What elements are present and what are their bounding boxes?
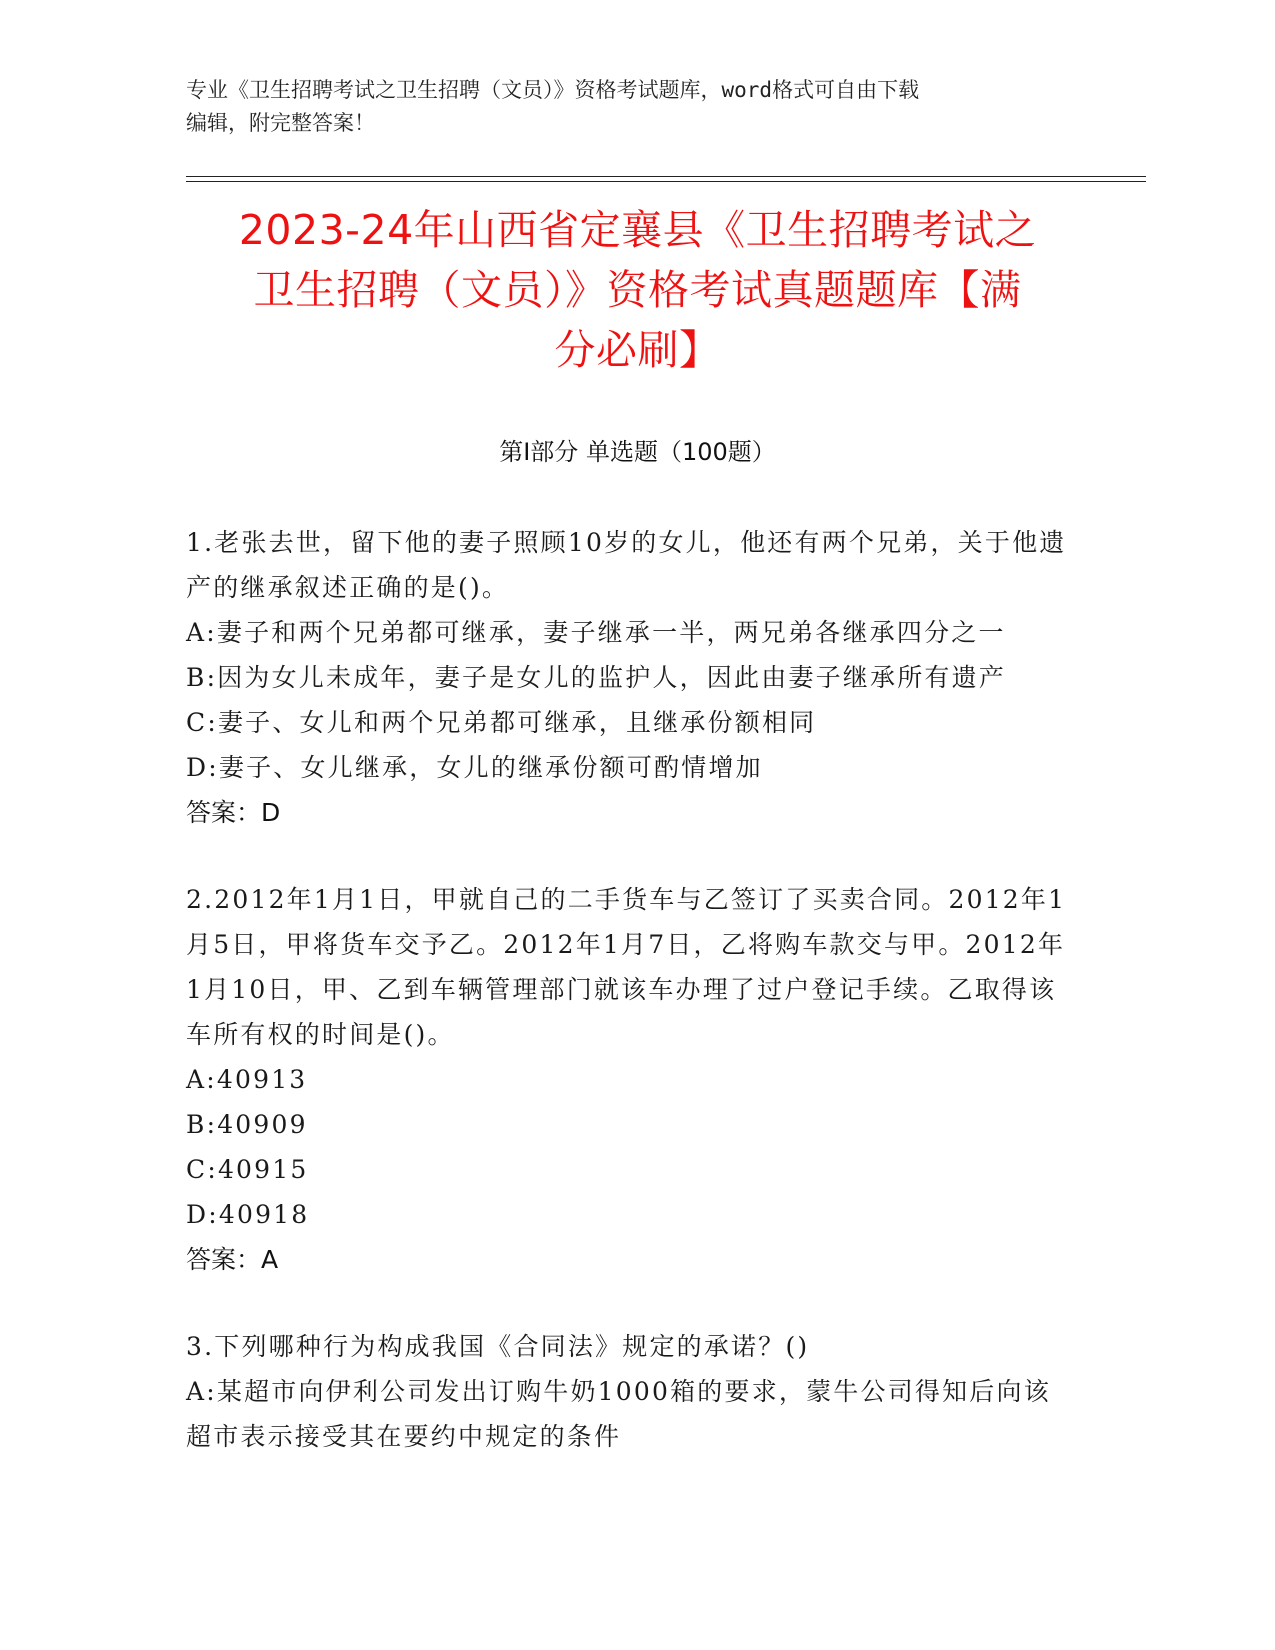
- title-line-3: 分必刷】: [554, 326, 721, 374]
- question-stem: 2.2012年1月1日，甲就自己的二手货车与乙签订了买卖合同。2012年1月5日，甲将货车交予乙。2012年1月7日，乙将购车款交与甲。2012年1月10日，甲、乙到车辆管理部门就该车办理了过户登记手续。乙取得该车所有权的时间是()。: [186, 885, 1067, 1049]
- document-title: [186, 200, 1089, 380]
- header-line-2: 编辑，附完整答案！: [186, 111, 375, 135]
- option-b: B:因为女儿未成年，妻子是女儿的监护人，因此由妻子继承所有遗产: [186, 663, 1006, 692]
- option-b: B:40909: [186, 1110, 308, 1139]
- header-divider-top: [186, 176, 1146, 177]
- question-2: [186, 877, 1076, 1282]
- question-3: [186, 1324, 1076, 1459]
- section-title: 第Ⅰ部分 单选题（100题）: [499, 438, 776, 466]
- header-divider-bottom: [186, 181, 1146, 182]
- question-1: [186, 520, 1076, 835]
- answer: 答案：D: [186, 798, 281, 827]
- title-line-1: 2023-24年山西省定襄县《卫生招聘考试之: [238, 206, 1037, 254]
- header-line-1: 专业《卫生招聘考试之卫生招聘（文员）》资格考试题库，word格式可自由下载: [186, 78, 920, 102]
- option-c: C:妻子、女儿和两个兄弟都可继承，且继承份额相同: [186, 708, 817, 737]
- title-line-2: 卫生招聘（文员）》资格考试真题题库【满: [253, 266, 1022, 314]
- question-stem: 1.老张去世，留下他的妻子照顾10岁的女儿，他还有两个兄弟，关于他遗产的继承叙述正确的是()。: [186, 528, 1067, 602]
- question-stem: 3.下列哪种行为构成我国《合同法》规定的承诺？(): [186, 1332, 810, 1361]
- option-a: A:妻子和两个兄弟都可继承，妻子继承一半，两兄弟各继承四分之一: [186, 618, 1006, 647]
- question-list: [186, 520, 1076, 1501]
- page-header: [186, 74, 1066, 140]
- answer: 答案：A: [186, 1245, 279, 1274]
- option-d: D:40918: [186, 1200, 310, 1229]
- option-a: A:40913: [186, 1065, 308, 1094]
- option-a: A:某超市向伊利公司发出订购牛奶1000箱的要求，蒙牛公司得知后向该超市表示接受其在要约中规定的条件: [186, 1377, 1051, 1451]
- option-d: D:妻子、女儿继承，女儿的继承份额可酌情增加: [186, 753, 763, 782]
- option-c: C:40915: [186, 1155, 309, 1184]
